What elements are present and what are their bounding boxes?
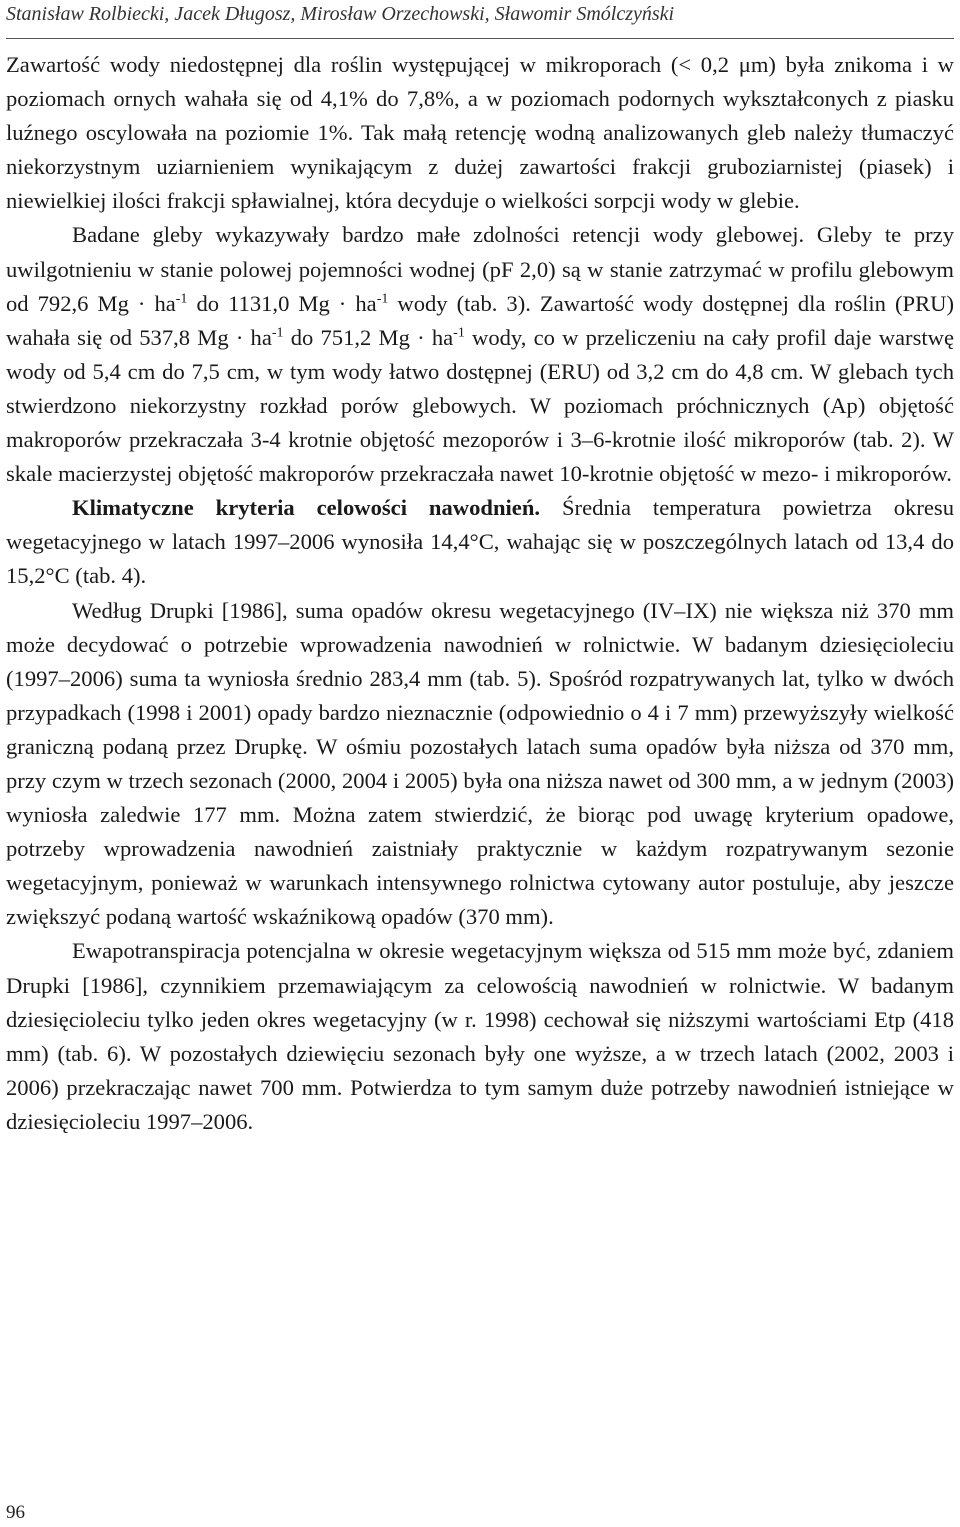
paragraph-climatic-criteria-text: Średnia temperatura powietrza okresu wegetacyjnego w latach 1997–2006 wynosiła 14,4°C, wahając się w poszczególnych latach od 13,4 do 15,2°C (tab. 4). [6, 495, 954, 589]
paragraph-precipitation: Według Drupki [1986], suma opadów okresu wegetacyjnego (IV–IX) nie większa niż 370 mm może decydować o potrzebie wprowadzenia nawodnień w rolnictwie. W badanym dziesięcioleciu (1997–2006) suma ta wyniosła średnio 283,4 mm (tab. 5). Spośród rozpatrywanych lat, tylko w dwóch przypadkach (1998 i 2001) opady bardzo nieznacznie (odpowiednio o 4 i 7 mm) przewyższyły wielkość graniczną podaną przez Drupkę. W ośmiu pozostałych latach suma opadów była niższa od 370 mm, przy czym w trzech sezonach (2000, 2004 i 2005) była ona niższa nawet od 300 mm, a w jednym (2003) wyniosła zaledwie 177 mm. Można zatem stwierdzić, że biorąc pod uwagę kryterium opadowe, potrzeby wprowadzenia nawodnień zaistniały praktycznie w każdym rozpatrywanym sezonie wegetacyjnym, ponieważ w warunkach intensywnego rolnictwa cytowany autor postuluje, aby jeszcze zwiększyć podaną wartość wskaźnikową opadów (370 mm). [6, 597, 954, 930]
header-rule [6, 38, 954, 39]
page-number: 96 [6, 1502, 25, 1523]
running-header-authors: Stanisław Rolbiecki, Jacek Długosz, Mirosław Orzechowski, Sławomir Smólczyński [6, 3, 675, 25]
article-body [6, 48, 954, 1139]
paragraph-climatic-criteria [6, 491, 954, 593]
paragraph-evapotranspiration: Ewapotranspiracja potencjalna w okresie wegetacyjnym większa od 515 mm może być, zdaniem Drupki [1986], czynnikiem przemawiającym za celowością nawodnień w rolnictwie. W badanym dziesięcioleciu tylko jeden okres wegetacyjny (w r. 1998) cechował się niższymi wartościami Etp (418 mm) (tab. 6). W pozostałych dziewięciu sezonach były one wyższe, a w trzech latach (2002, 2003 i 2006) przekraczając nawet 700 mm. Potwierdza to tym samym duże potrzeby nawodnień istniejące w dziesięcioleciu 1997–2006. [6, 938, 954, 1134]
section-heading-climatic-criteria: Klimatyczne kryteria celowości nawodnień. [72, 495, 541, 521]
paragraph-soil-water-capacity: Badane gleby wykazywały bardzo małe zdolności retencji wody glebowej. Gleby te przy uwilgotnieniu w stanie polowej pojemności wodnej (pF 2,0) są w stanie zatrzymać w profilu glebowym od 792,6 $Mg \cdot ha^{-1}$ do 1131,0 $Mg \cdot ha^{-1}$ wody (tab. 3). Zawartość wody dostępnej dla roślin (PRU) wahała się od 537,8 $Mg \cdot ha^{-1}$ do 751,2 $Mg \cdot ha^{-1}$ wody, co w przeliczeniu na cały profil daje warstwę wody od 5,4 cm do 7,5 cm, w tym wody łatwo dostępnej (ERU) od 3,2 cm do 4,8 cm. W glebach tych stwierdzono niekorzystny rozkład porów glebowych. W poziomach próchnicznych (Ap) objętość makroporów przekraczała 3-4 krotnie objętość mezoporów i 3–6-krotnie ilość mikroporów (tab. 2). W skale macierzystej objętość makroporów przekraczała nawet 10-krotnie objętość w mezo- i mikroporów. [6, 222, 954, 487]
document-page [6, 0, 954, 1527]
paragraph-retention: Zawartość wody niedostępnej dla roślin występującej w mikroporach (< 0,2 μm) była znikoma i w poziomach ornych wahała się od 4,1% do 7,8%, a w poziomach podornych wykształconych z piasku luźnego oscylowała na poziomie 1%. Tak małą retencję wodną analizowanych gleb należy tłumaczyć niekorzystnym uziarnieniem wynikającym z dużej zawartości frakcji gruboziarnistej (piasek) i niewielkiej ilości frakcji spławialnej, która decyduje o wielkości sorpcji wody w glebie. [6, 52, 954, 214]
